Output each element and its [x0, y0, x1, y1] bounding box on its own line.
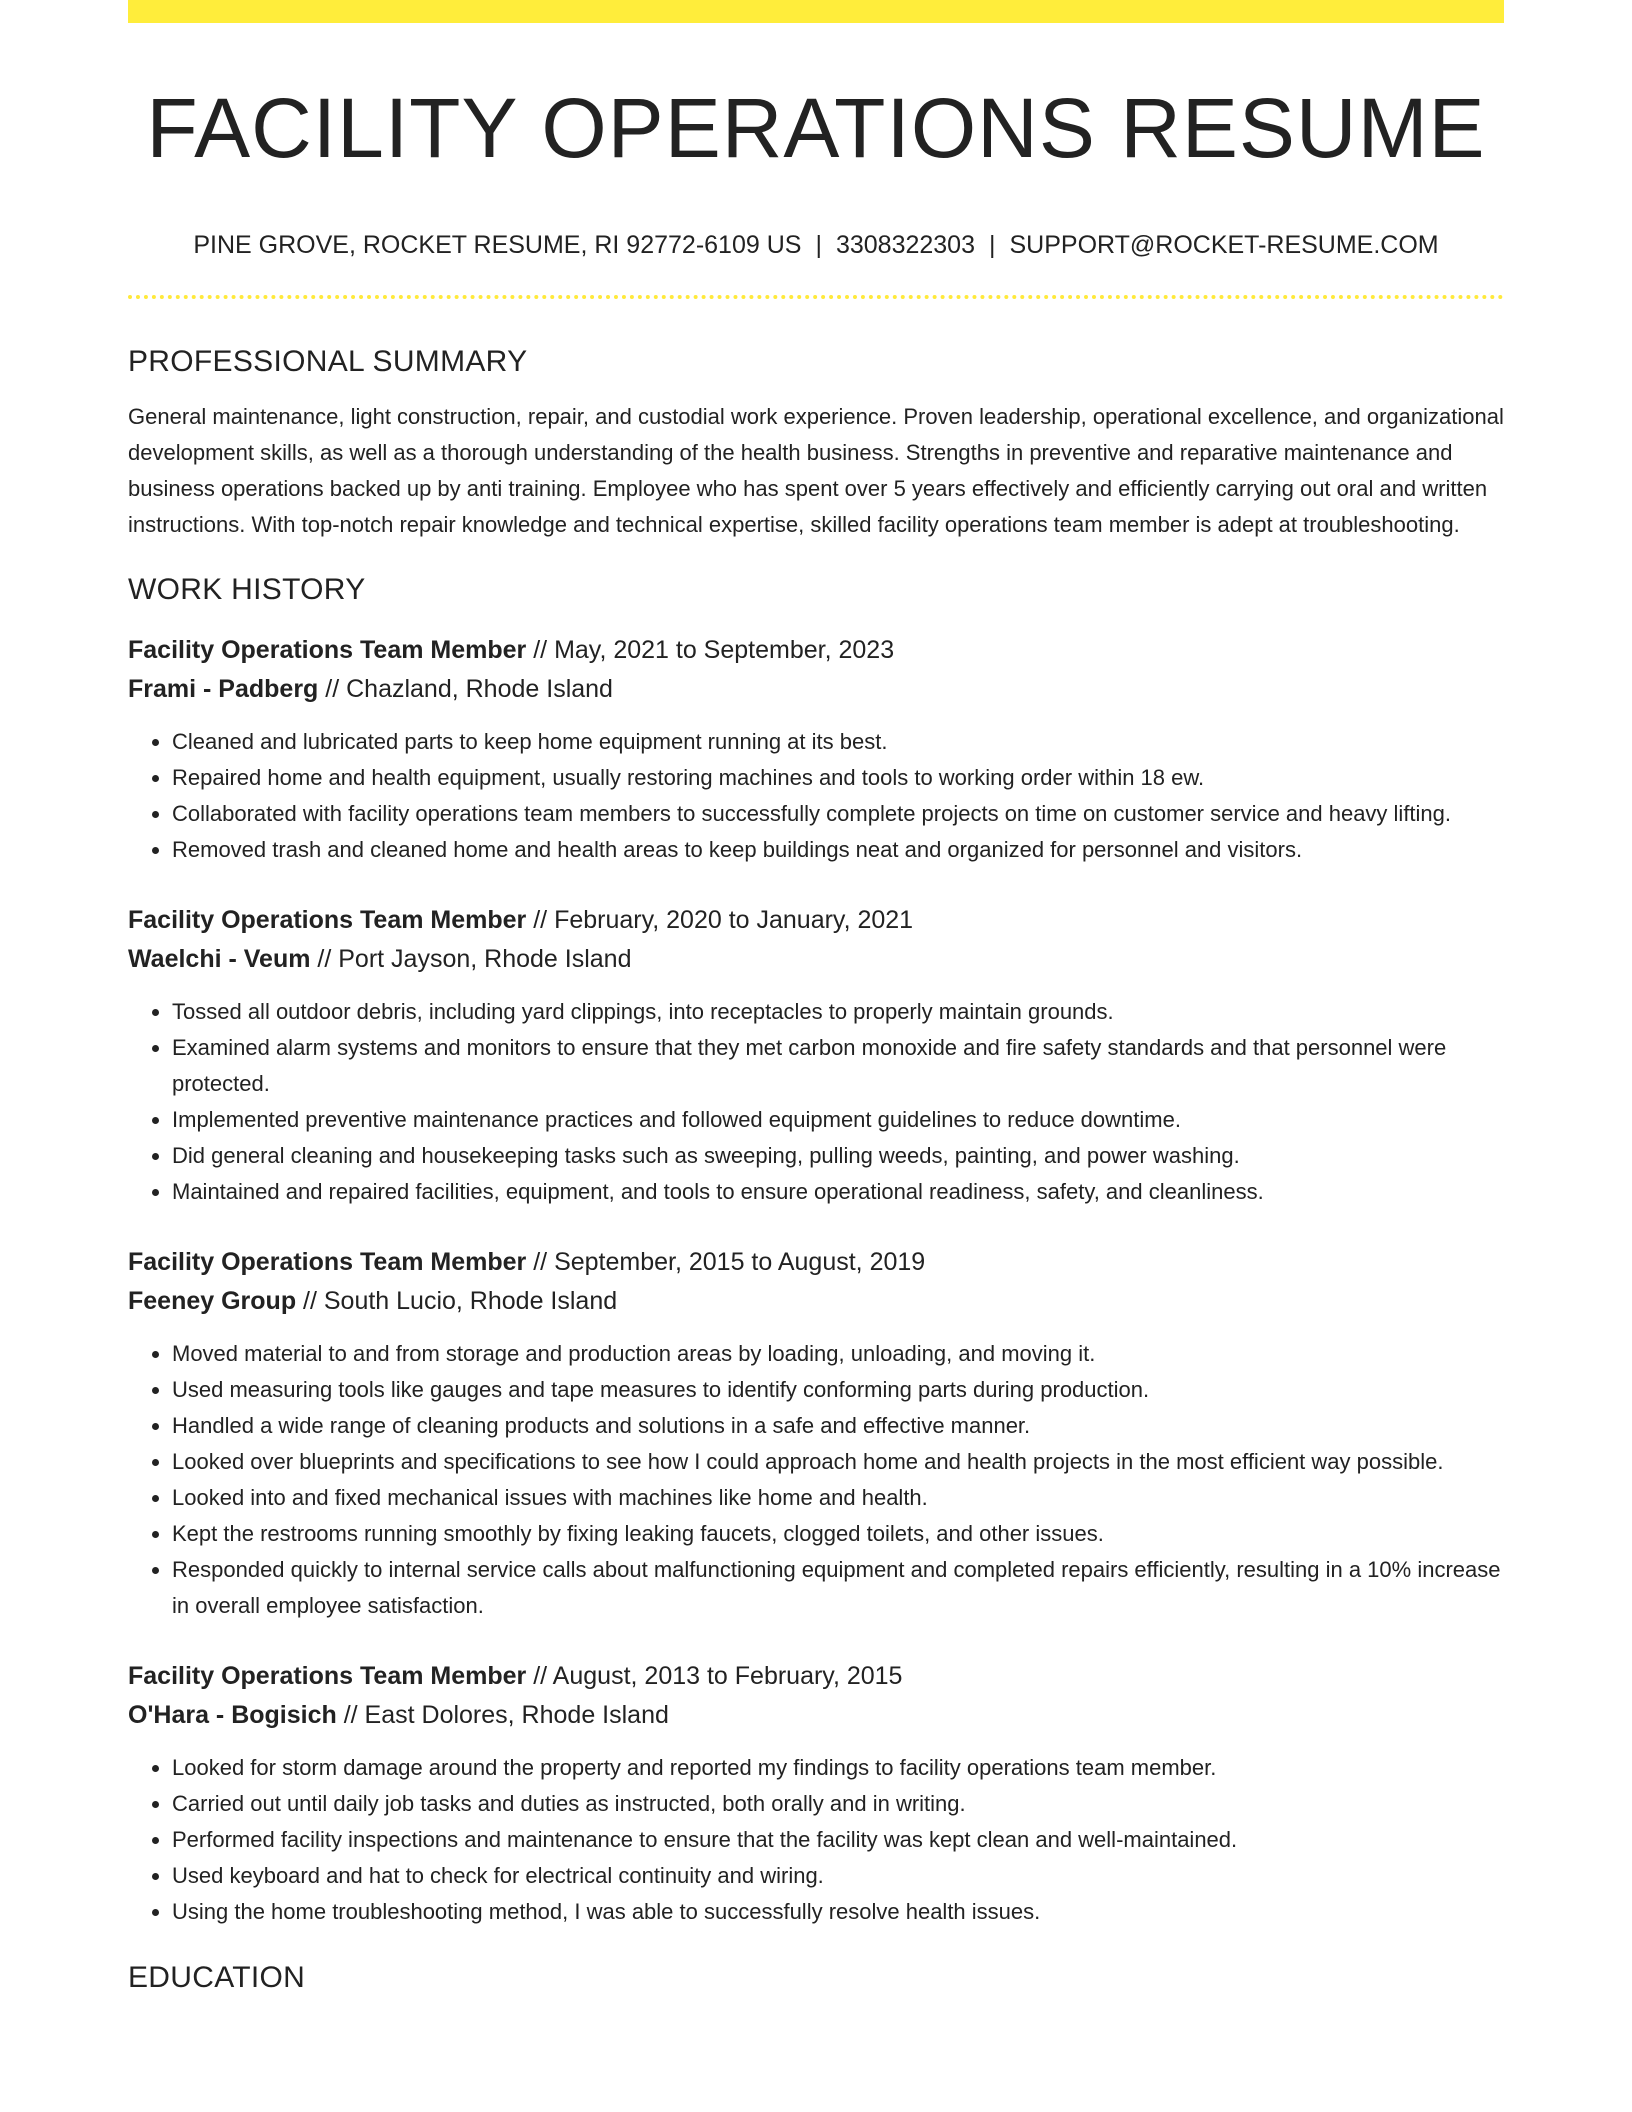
resume-title: FACILITY OPERATIONS RESUME: [146, 81, 1486, 175]
job-location: // Port Jayson, Rhode Island: [310, 945, 632, 973]
work-history-heading: WORK HISTORY: [128, 573, 366, 606]
job-dates: // February, 2020 to January, 2021: [526, 906, 914, 934]
job-dates: // September, 2015 to August, 2019: [526, 1248, 926, 1276]
job-location: // East Dolores, Rhode Island: [336, 1701, 669, 1729]
contact-separator: |: [989, 231, 996, 259]
job-bullet: • Did general cleaning and housekeeping tasks such as sweeping, pulling weeds, painting, and power washing.: [172, 1138, 1504, 1174]
job-bullets: [128, 724, 1504, 868]
job-title: Facility Operations Team Member: [128, 636, 527, 664]
job-bullet: • Removed trash and cleaned home and health areas to keep buildings neat and organized for personnel and visitors.: [172, 832, 1504, 868]
job-bullet: • Handled a wide range of cleaning products and solutions in a safe and effective manner.: [172, 1408, 1504, 1444]
job-entry: [128, 901, 1504, 1210]
job-title: Facility Operations Team Member: [128, 906, 527, 934]
job-company-line: [128, 1282, 1504, 1321]
job-bullet: • Cleaned and lubricated parts to keep home equipment running at its best.: [172, 724, 1504, 760]
dotted-divider: [128, 295, 1504, 299]
job-bullet: • Moved material to and from storage and production areas by loading, unloading, and moving it.: [172, 1336, 1504, 1372]
job-company-line: [128, 940, 1504, 979]
contact-line: [128, 230, 1504, 260]
job-dates: // August, 2013 to February, 2015: [526, 1662, 903, 1690]
job-location: // Chazland, Rhode Island: [318, 675, 613, 703]
job-bullet: • Carried out until daily job tasks and duties as instructed, both orally and in writing.: [172, 1786, 1504, 1822]
job-bullet: • Examined alarm systems and monitors to ensure that they met carbon monoxide and fire safety standards and that personnel were protected.: [172, 1030, 1504, 1102]
job-bullets: [128, 994, 1504, 1210]
job-bullet: • Looked for storm damage around the property and reported my findings to facility operations team member.: [172, 1750, 1504, 1786]
job-title: Facility Operations Team Member: [128, 1248, 527, 1276]
job-title: Facility Operations Team Member: [128, 1662, 527, 1690]
summary-heading: PROFESSIONAL SUMMARY: [128, 345, 528, 378]
job-entry: [128, 1243, 1504, 1624]
job-bullet: • Using the home troubleshooting method, I was able to successfully resolve health issues.: [172, 1894, 1504, 1930]
job-bullet: • Looked over blueprints and specifications to see how I could approach home and health projects in the most efficient way possible.: [172, 1444, 1504, 1480]
job-bullet: • Responded quickly to internal service calls about malfunctioning equipment and completed repairs efficiently, resulting in a 10% increase in overall employee satisfaction.: [172, 1552, 1504, 1624]
job-dates: // May, 2021 to September, 2023: [526, 636, 895, 664]
job-bullet: • Looked into and fixed mechanical issues with machines like home and health.: [172, 1480, 1504, 1516]
job-company: Frami - Padberg: [128, 675, 319, 703]
job-company-line: [128, 670, 1504, 709]
job-bullet: • Used measuring tools like gauges and tape measures to identify conforming parts during production.: [172, 1372, 1504, 1408]
job-company: Waelchi - Veum: [128, 945, 311, 973]
job-title-line: [128, 901, 1504, 940]
resume-content: [128, 0, 1504, 1996]
job-title-line: [128, 1657, 1504, 1696]
job-company: O'Hara - Bogisich: [128, 1701, 337, 1729]
job-bullet: • Used keyboard and hat to check for electrical continuity and wiring.: [172, 1858, 1504, 1894]
job-company: Feeney Group: [128, 1287, 297, 1315]
job-entry: [128, 1657, 1504, 1930]
contact-address: PINE GROVE, ROCKET RESUME, RI 92772-6109 US: [193, 231, 802, 259]
job-bullet: • Performed facility inspections and maintenance to ensure that the facility was kept clean and well-maintained.: [172, 1822, 1504, 1858]
job-bullets: [128, 1336, 1504, 1624]
summary-text: General maintenance, light construction, repair, and custodial work experience. Proven leadership, operational excellence, and organizational development skills, as well as a thorough understanding of the health business. Strengths in preventive and reparative maintenance and business operations backed up by anti training. Employee who has spent over 5 years effectively and efficiently carrying out oral and written instructions. With top-notch repair knowledge and technical expertise, skilled facility operations team member is adept at troubleshooting.: [128, 404, 1504, 537]
job-location: // South Lucio, Rhode Island: [296, 1287, 618, 1315]
job-company-line: [128, 1696, 1504, 1735]
job-bullet: • Kept the restrooms running smoothly by fixing leaking faucets, clogged toilets, and other issues.: [172, 1516, 1504, 1552]
job-entry: [128, 631, 1504, 868]
job-bullet: • Tossed all outdoor debris, including yard clippings, into receptacles to properly maintain grounds.: [172, 994, 1504, 1030]
contact-phone: 3308322303: [835, 231, 975, 259]
job-bullet: • Collaborated with facility operations team members to successfully complete projects on time on customer service and heavy lifting.: [172, 796, 1504, 832]
job-bullet: • Maintained and repaired facilities, equipment, and tools to ensure operational readiness, safety, and cleanliness.: [172, 1174, 1504, 1210]
contact-email: SUPPORT@ROCKET-RESUME.COM: [1009, 231, 1439, 259]
job-title-line: [128, 631, 1504, 670]
job-title-line: [128, 1243, 1504, 1282]
job-bullet: • Implemented preventive maintenance practices and followed equipment guidelines to reduce downtime.: [172, 1102, 1504, 1138]
education-heading: EDUCATION: [128, 1961, 306, 1994]
contact-separator: |: [815, 231, 822, 259]
job-bullet: • Repaired home and health equipment, usually restoring machines and tools to working order within 18 ew.: [172, 760, 1504, 796]
job-bullets: [128, 1750, 1504, 1930]
